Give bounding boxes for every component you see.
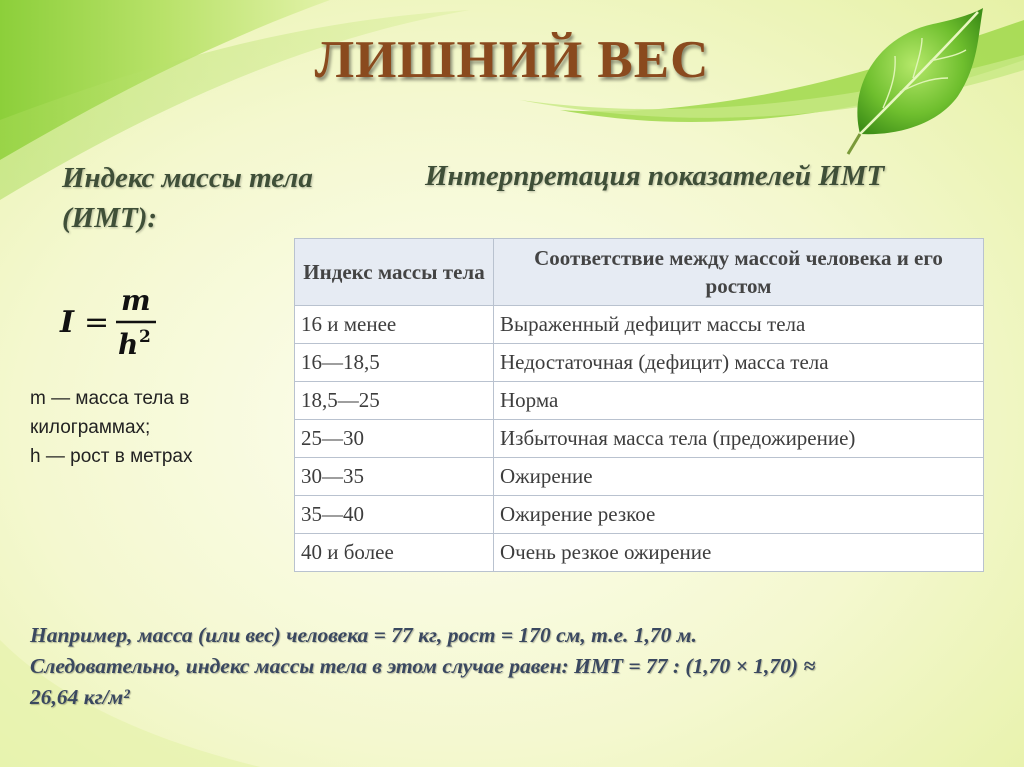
- cell-description: Ожирение резкое: [494, 496, 984, 534]
- bmi-heading: Индекс массы тела (ИМТ):: [62, 162, 313, 234]
- example-text: [30, 620, 1000, 713]
- cell-bmi-range: 30—35: [295, 458, 494, 496]
- legend-line: m — масса тела в: [30, 388, 190, 409]
- cell-description: Недостаточная (дефицит) масса тела: [494, 344, 984, 382]
- cell-bmi-range: 40 и более: [295, 534, 494, 572]
- example-line: Следовательно, индекс массы тела в этом случае равен: ИМТ = 77 : (1,70 × 1,70) ≈: [30, 654, 816, 678]
- cell-description: Ожирение: [494, 458, 984, 496]
- formula-legend: [30, 384, 270, 471]
- legend-line: h — рост в метрах: [30, 446, 193, 467]
- cell-description: Избыточная масса тела (предожирение): [494, 420, 984, 458]
- interpretation-heading: Интерпретация показателей ИМТ: [425, 160, 885, 192]
- cell-description: Выраженный дефицит массы тела: [494, 306, 984, 344]
- formula-equals: =: [84, 305, 110, 340]
- formula-lhs: I: [60, 305, 75, 340]
- cell-bmi-range: 35—40: [295, 496, 494, 534]
- table-row: [295, 420, 984, 458]
- page-title: ЛИШНИЙ ВЕС: [314, 31, 710, 89]
- header-bmi: Индекс массы тела: [295, 239, 494, 306]
- cell-bmi-range: 25—30: [295, 420, 494, 458]
- bmi-formula: [58, 284, 178, 364]
- table-row: [295, 496, 984, 534]
- table-row: [295, 306, 984, 344]
- table-row: [295, 534, 984, 572]
- formula-denominator-base: h: [118, 328, 139, 361]
- cell-description: Очень резкое ожирение: [494, 534, 984, 572]
- table-header-row: [295, 239, 984, 306]
- cell-bmi-range: 18,5—25: [295, 382, 494, 420]
- header-correspondence: Соответствие между массой человека и его ростом: [494, 239, 984, 306]
- formula-denominator-exp: 2: [139, 327, 151, 347]
- example-line: 26,64 кг/м²: [30, 685, 130, 709]
- bmi-table: [294, 238, 984, 572]
- formula-numerator: m: [121, 284, 151, 317]
- table-row: [295, 344, 984, 382]
- table-row: [295, 382, 984, 420]
- cell-description: Норма: [494, 382, 984, 420]
- legend-line: килограммах;: [30, 417, 151, 438]
- table-row: [295, 458, 984, 496]
- cell-bmi-range: 16 и менее: [295, 306, 494, 344]
- example-line: Например, масса (или вес) человека = 77 кг, рост = 170 см, т.е. 1,70 м.: [30, 623, 697, 647]
- cell-bmi-range: 16—18,5: [295, 344, 494, 382]
